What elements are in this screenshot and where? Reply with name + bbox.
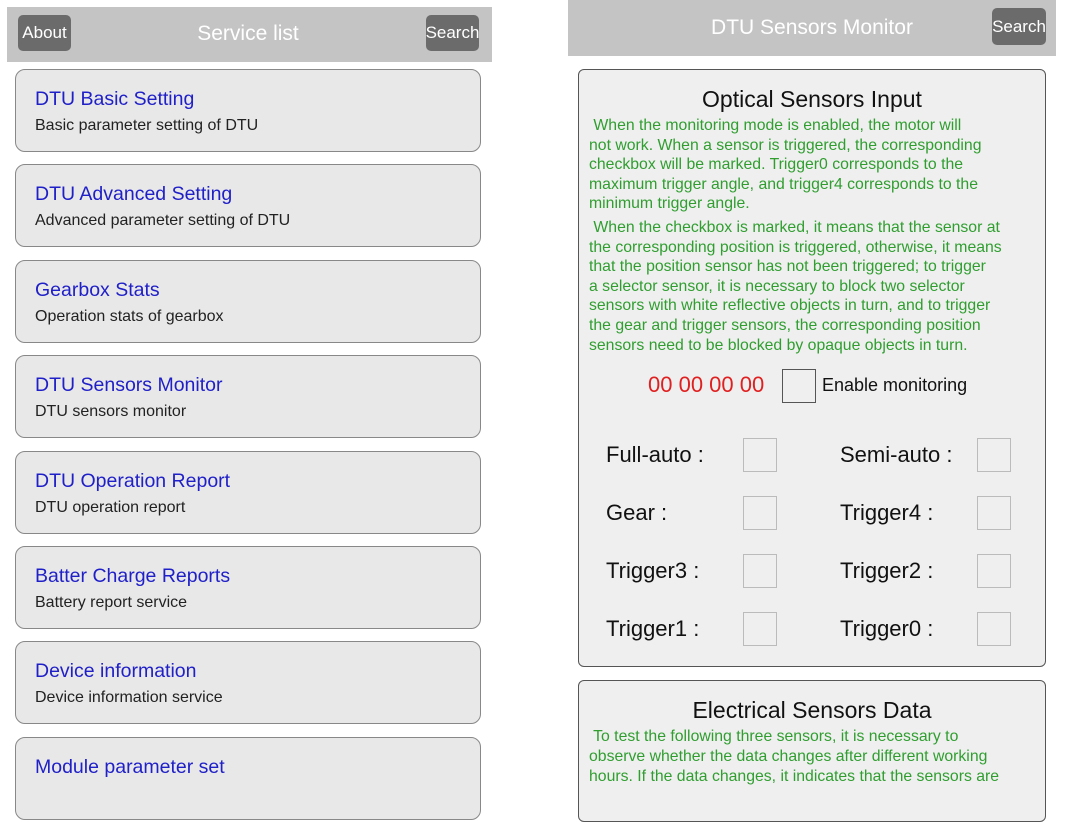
service-description: Operation stats of gearbox bbox=[35, 307, 224, 325]
sensor-checkbox bbox=[977, 554, 1011, 588]
service-list-item[interactable] bbox=[15, 641, 481, 724]
help-text-line: that the position sensor has not been triggered; to trigger bbox=[589, 258, 986, 276]
sensor-label: Trigger0 : bbox=[840, 616, 934, 641]
service-title: DTU Advanced Setting bbox=[35, 183, 233, 206]
enable-monitoring-label: Enable monitoring bbox=[822, 375, 968, 395]
page-title: Service list bbox=[197, 22, 299, 45]
help-text-line: When the monitoring mode is enabled, the motor will bbox=[589, 117, 962, 134]
service-list-item[interactable] bbox=[15, 164, 481, 247]
service-list-item[interactable] bbox=[15, 355, 481, 438]
help-text-line: the gear and trigger sensors, the corresponding position bbox=[589, 317, 981, 334]
sensor-label: Trigger1 : bbox=[606, 616, 700, 641]
sensor-label: Trigger3 : bbox=[606, 558, 700, 583]
sensor-label: Gear : bbox=[606, 500, 668, 525]
help-text-line: sensors with white reflective objects in turn, and to trigger bbox=[589, 297, 991, 315]
service-title: Module parameter set bbox=[35, 755, 225, 778]
sensor-checkbox bbox=[977, 438, 1011, 472]
service-title: DTU Operation Report bbox=[35, 469, 231, 492]
help-text-line: observe whether the data changes after different working bbox=[589, 748, 988, 765]
service-description: Basic parameter setting of DTU bbox=[35, 117, 259, 134]
service-title: DTU Sensors Monitor bbox=[35, 374, 223, 397]
sensor-label: Semi-auto : bbox=[840, 442, 953, 467]
service-list-item[interactable] bbox=[15, 451, 481, 534]
sensor-checkbox bbox=[743, 438, 777, 472]
enable-monitoring-checkbox[interactable] bbox=[782, 369, 816, 403]
service-description: DTU sensors monitor bbox=[35, 403, 187, 421]
help-text-line: When the checkbox is marked, it means that the sensor at bbox=[589, 219, 1000, 236]
help-text-line: hours. If the data changes, it indicates that the sensors are bbox=[589, 768, 1000, 785]
search-button[interactable]: Search bbox=[992, 8, 1046, 45]
service-description: Device information service bbox=[35, 689, 223, 707]
service-title: Gearbox Stats bbox=[35, 278, 160, 301]
service-description: DTU operation report bbox=[35, 498, 186, 516]
service-title: Device information bbox=[35, 660, 197, 683]
help-text-line: To test the following three sensors, it is necessary to bbox=[589, 728, 959, 745]
service-list-item[interactable] bbox=[15, 260, 481, 343]
sensor-checkbox bbox=[977, 496, 1011, 530]
sensor-label: Full-auto : bbox=[606, 442, 704, 467]
page-title: DTU Sensors Monitor bbox=[711, 16, 913, 39]
help-text-line: not work. When a sensor is triggered, the corresponding bbox=[589, 136, 982, 154]
sensor-checkbox bbox=[977, 612, 1011, 646]
service-title: Batter Charge Reports bbox=[35, 565, 231, 587]
section-title: Electrical Sensors Data bbox=[692, 697, 932, 723]
optical-sensors-panel bbox=[578, 69, 1046, 667]
service-description: Battery report service bbox=[35, 594, 188, 611]
service-title: DTU Basic Setting bbox=[35, 88, 195, 110]
service-list-item[interactable] bbox=[15, 69, 481, 152]
help-text-line: minimum trigger angle. bbox=[589, 195, 750, 213]
sensor-label: Trigger4 : bbox=[840, 500, 934, 525]
help-text-line: checkbox will be marked. Trigger0 corresponds to the bbox=[589, 156, 964, 174]
help-text-line: the corresponding position is triggered, otherwise, it means bbox=[589, 238, 1002, 256]
search-button[interactable]: Search bbox=[426, 15, 479, 51]
about-button[interactable]: About bbox=[18, 15, 71, 51]
electrical-sensors-panel bbox=[578, 680, 1046, 822]
help-text-line: maximum trigger angle, and trigger4 corresponds to the bbox=[589, 175, 978, 193]
help-text-line: sensors need to be blocked by opaque objects in turn. bbox=[589, 336, 968, 354]
section-title: Optical Sensors Input bbox=[702, 86, 922, 112]
sensor-code: 00 00 00 00 bbox=[648, 372, 765, 397]
help-text-line: a selector sensor, it is necessary to block two selector bbox=[589, 277, 965, 295]
service-list-item[interactable] bbox=[15, 737, 481, 820]
sensor-checkbox bbox=[743, 554, 777, 588]
sensor-checkbox bbox=[743, 612, 777, 646]
service-list-item[interactable] bbox=[15, 546, 481, 629]
sensor-checkbox bbox=[743, 496, 777, 530]
service-description: Advanced parameter setting of DTU bbox=[35, 212, 291, 230]
sensor-label: Trigger2 : bbox=[840, 558, 934, 583]
